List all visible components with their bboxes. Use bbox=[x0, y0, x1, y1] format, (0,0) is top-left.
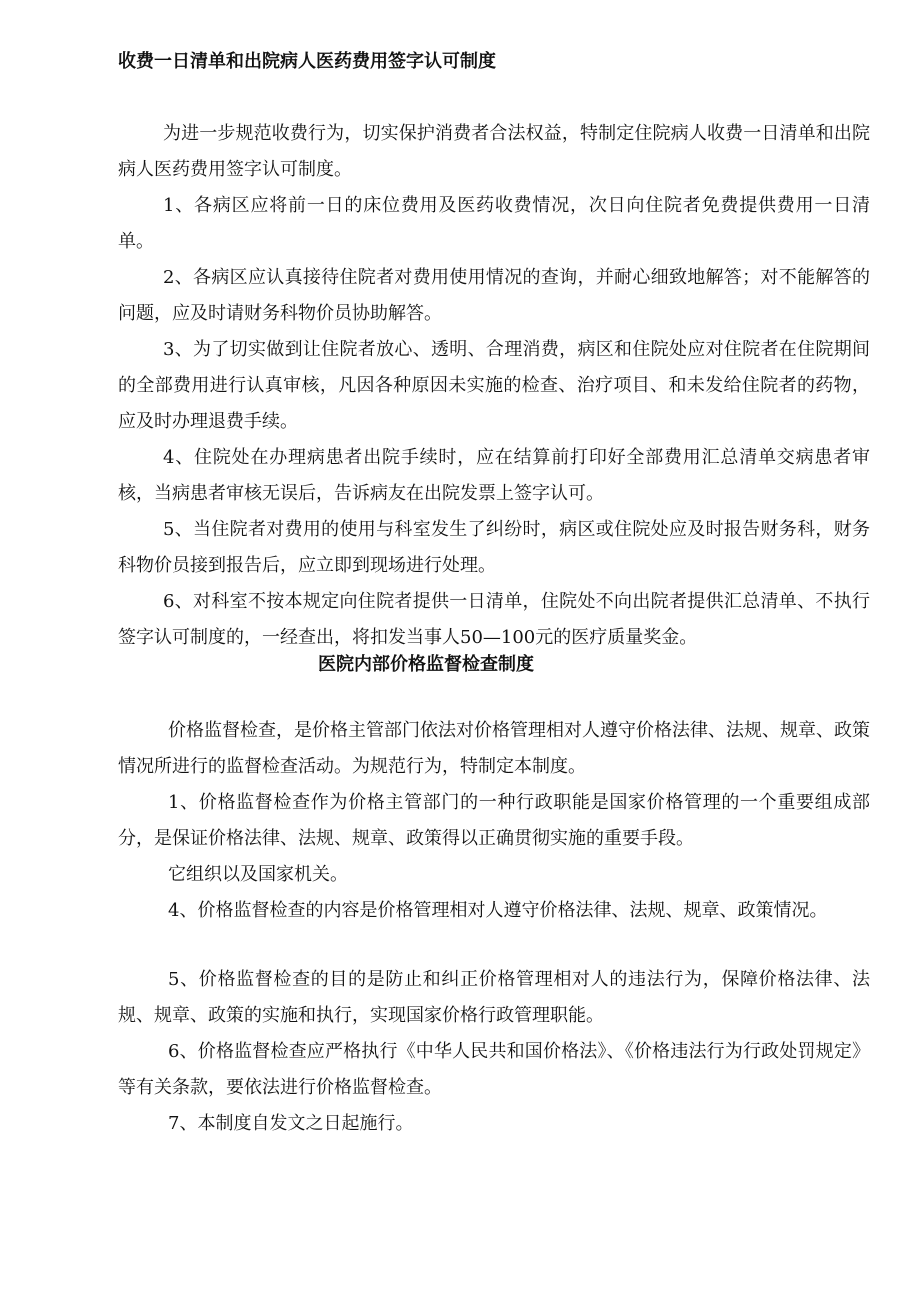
paragraph-price-item-7: 7、本制度自发文之日起施行。 bbox=[168, 1113, 414, 1134]
paragraph-price-item-6: 6、价格监督检查应严格执行《中华人民共和国价格法》、《价格违法行为行政处罚规定》等有关条款，要依法进行价格监督检查。 bbox=[118, 1041, 870, 1098]
paragraph-price-item-5: 5、价格监督检查的目的是防止和纠正价格管理相对人的违法行为，保障价格法律、法规、规章、政策的实施和执行，实现国家价格行政管理职能。 bbox=[118, 969, 870, 1026]
paragraph-price-intro: 价格监督检查，是价格主管部门依法对价格管理相对人遵守价格法律、法规、规章、政策情况所进行的监督检查活动。为规范行为，特制定本制度。 bbox=[118, 720, 870, 777]
paragraph-item-1: 1、各病区应将前一日的床位费用及医药收费情况，次日向住院者免费提供费用一日清单。 bbox=[118, 195, 870, 252]
paragraph-item-2: 2、各病区应认真接待住院者对费用使用情况的查询，并耐心细致地解答；对不能解答的问题，应及时请财务科物价员协助解答。 bbox=[118, 267, 870, 324]
document-title-fee-list: 收费一日清单和出院病人医药费用签字认可制度 bbox=[118, 51, 496, 72]
paragraph-item-6: 6、对科室不按本规定向住院者提供一日清单，住院处不向出院者提供汇总清单、不执行签字认可制度的，一经查出，将扣发当事人50—100元的医疗质量奖金。 bbox=[118, 591, 870, 648]
paragraph-price-item-1: 1、价格监督检查作为价格主管部门的一种行政职能是国家价格管理的一个重要组成部分，是保证价格法律、法规、规章、政策得以正确贯彻实施的重要手段。 bbox=[118, 792, 870, 849]
paragraph-item-4: 4、住院处在办理病患者出院手续时，应在结算前打印好全部费用汇总清单交病患者审核，当病患者审核无误后，告诉病友在出院发票上签字认可。 bbox=[118, 447, 870, 504]
paragraph-item-5: 5、当住院者对费用的使用与科室发生了纠纷时，病区或住院处应及时报告财务科，财务科物价员接到报告后，应立即到现场进行处理。 bbox=[118, 519, 870, 576]
document-title-price-supervision: 医院内部价格监督检查制度 bbox=[318, 654, 534, 675]
paragraph-intro: 为进一步规范收费行为，切实保护消费者合法权益，特制定住院病人收费一日清单和出院病人医药费用签字认可制度。 bbox=[118, 123, 870, 180]
paragraph-item-3: 3、为了切实做到让住院者放心、透明、合理消费，病区和住院处应对住院者在住院期间的全部费用进行认真审核，凡因各种原因未实施的检查、治疗项目、和未发给住院者的药物，应及时办理退费手续。 bbox=[118, 339, 870, 432]
paragraph-price-item-4: 4、价格监督检查的内容是价格管理相对人遵守价格法律、法规、规章、政策情况。 bbox=[168, 900, 828, 921]
paragraph-price-fragment: 它组织以及国家机关。 bbox=[168, 864, 348, 885]
